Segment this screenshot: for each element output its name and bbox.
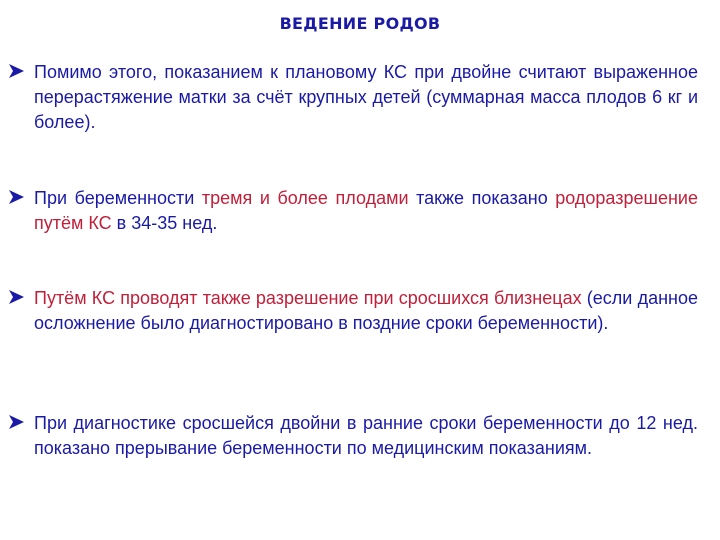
- bullet-text: [34, 186, 698, 236]
- bullet-segment: При диагностике сросшейся двойни в ранние сроки беременности до 12 нед. показано прерывание беременности по медицинским показаниям.: [34, 413, 698, 458]
- bullet-text: [34, 60, 698, 135]
- bullet-segment-highlight: родоразрешение путём КС: [34, 188, 698, 233]
- bullet-item: [8, 411, 698, 461]
- arrowhead-bullet-icon: [8, 413, 26, 431]
- arrowhead-bullet-icon: [8, 288, 26, 306]
- bullet-segment: При беременности: [34, 188, 202, 208]
- arrowhead-bullet-icon: [8, 188, 26, 206]
- bullet-item: [8, 186, 698, 236]
- slide-title: ВЕДЕНИЕ РОДОВ: [279, 14, 441, 33]
- bullet-segment: (если данное осложнение было диагностировано в поздние сроки беременности).: [34, 288, 698, 333]
- bullet-segment-highlight: Путём КС проводят также разрешение при сросшихся близнецах: [34, 288, 582, 308]
- bullet-segment: также показано: [408, 188, 556, 208]
- arrowhead-bullet-icon: [8, 62, 26, 80]
- bullet-text: [34, 286, 698, 336]
- bullet-segment-highlight: тремя и более плодами: [201, 188, 409, 208]
- bullet-segment: в 34-35 нед.: [111, 213, 218, 233]
- bullet-item: [8, 60, 698, 135]
- bullet-item: [8, 286, 698, 336]
- bullet-text: [34, 411, 698, 461]
- bullet-segment: Помимо этого, показанием к плановому КС при двойне считают выраженное перерастяжение матки за счёт крупных детей (суммарная масса плодов 6 кг и более).: [34, 62, 698, 132]
